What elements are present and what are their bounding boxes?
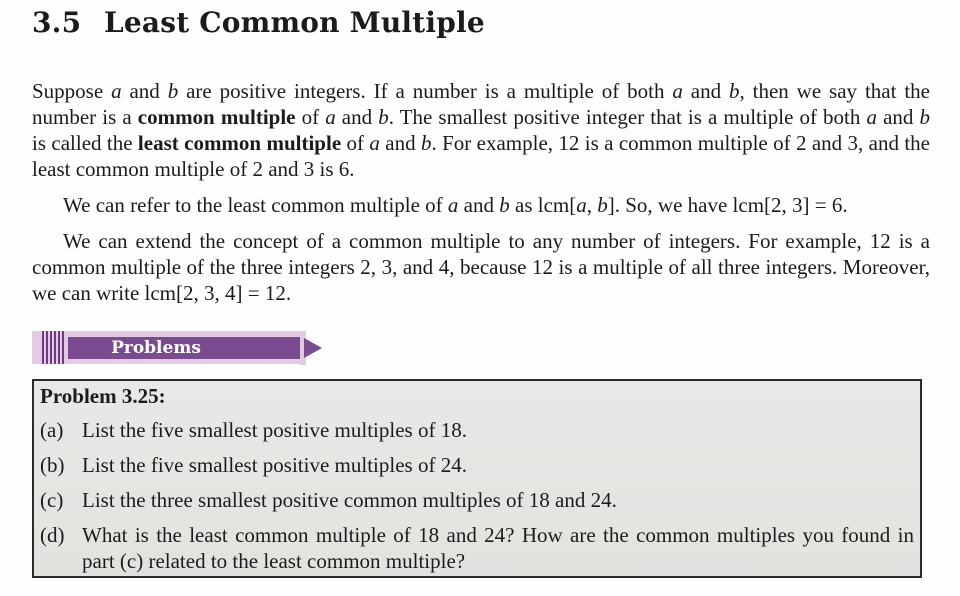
term-common-multiple: common multiple	[137, 105, 296, 129]
definition-paragraph: Suppose a and b are positive integers. If a number is a multiple of both a and b, then we say that the number is a common multiple of a and b. The smallest positive integer that is a multiple of both a and b is called the least common multiple of a and b. For example, 12 is a common multiple of 2 and 3, and the least common multiple of 2 and 3 is 6.	[32, 79, 931, 181]
pencil-tip-icon	[300, 330, 328, 366]
notation-paragraph: We can refer to the least common multiple of a and b as lcm[a, b]. So, we have lcm[2, 3] = 6.	[63, 193, 848, 217]
section-number: 3.5	[32, 6, 82, 39]
term-least-common-multiple: least common multiple	[137, 131, 342, 155]
problem-title: Problem 3.25:	[40, 384, 166, 408]
problem-box	[32, 379, 922, 578]
part-label: (c)	[40, 488, 64, 512]
extension-paragraph: We can extend the concept of a common multiple to any number of integers. For example, 12 is a common multiple of the three integers 2, 3, and 4, because 12 is a multiple of all three integers. Moreover, we can write lcm[2, 3, 4] = 12.	[32, 229, 930, 305]
section-title: Least Common Multiple	[104, 6, 485, 39]
part-label: (b)	[40, 453, 65, 477]
part-label: (d)	[40, 523, 65, 547]
part-text: List the five smallest positive multiples of 24.	[82, 453, 467, 477]
section-body	[32, 78, 930, 306]
problems-banner-label: Problems	[111, 338, 201, 358]
problems-banner	[32, 330, 332, 366]
banner-stripes	[42, 331, 64, 364]
part-label: (a)	[40, 418, 64, 442]
part-text: List the three smallest positive common multiples of 18 and 24.	[82, 488, 617, 512]
part-text: List the five smallest positive multiples of 18.	[82, 418, 467, 442]
section-heading	[32, 6, 485, 39]
part-text: What is the least common multiple of 18 and 24? How are the common multiples you found in part (c) related to the least common multiple?	[82, 523, 914, 573]
